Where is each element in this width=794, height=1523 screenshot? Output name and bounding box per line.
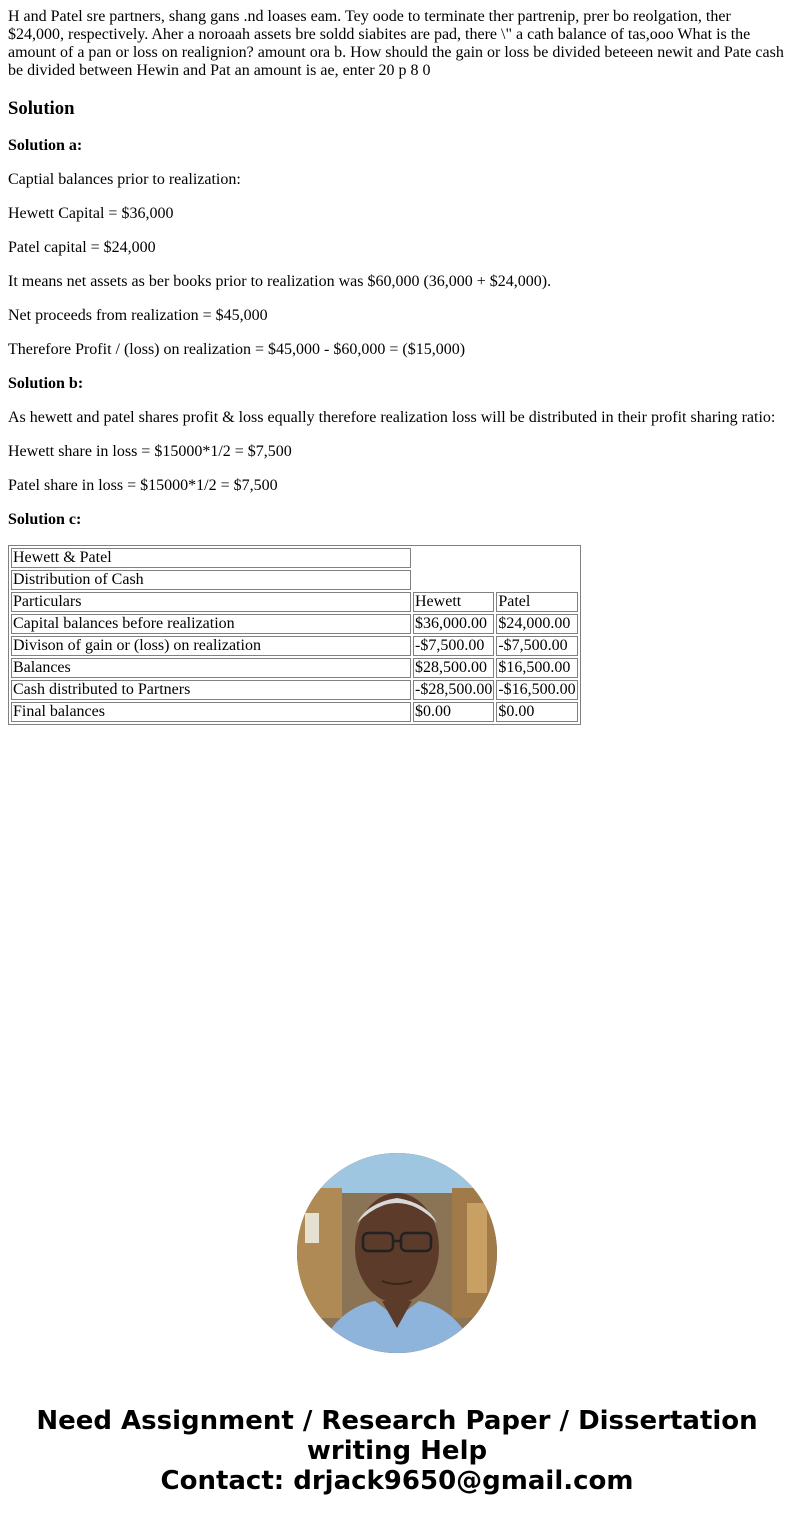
- table-empty-cell: [413, 548, 578, 590]
- table-cell: $28,500.00: [413, 658, 494, 678]
- table-cell: Cash distributed to Partners: [11, 680, 411, 700]
- table-header-cell: Particulars: [11, 592, 411, 612]
- table-cell: Divison of gain or (loss) on realization: [11, 636, 411, 656]
- author-avatar: [297, 1153, 497, 1353]
- table-cell: Balances: [11, 658, 411, 678]
- solution-heading: Solution: [8, 98, 75, 119]
- solution-b-line: As hewett and patel shares profit & loss equally therefore realization loss will be distributed in their profit sharing ratio:: [8, 409, 776, 426]
- solution-a-line: Patel capital = $24,000: [8, 239, 156, 256]
- table-cell: -$7,500.00: [413, 636, 494, 656]
- author-portrait: [297, 1153, 497, 1353]
- table-cell: $36,000.00: [413, 614, 494, 634]
- table-header-cell: Hewett: [413, 592, 494, 612]
- table-row: [11, 702, 578, 722]
- solution-c-heading: Solution c:: [8, 511, 82, 528]
- table-row: [11, 548, 578, 568]
- solution-a-line: Net proceeds from realization = $45,000: [8, 307, 268, 324]
- table-cell: $24,000.00: [496, 614, 577, 634]
- solution-b-line: Hewett share in loss = $15000*1/2 = $7,500: [8, 443, 292, 460]
- solution-b-line: Patel share in loss = $15000*1/2 = $7,500: [8, 477, 278, 494]
- promo-section: [0, 1150, 794, 1496]
- table-row: [11, 614, 578, 634]
- table-cell: -$7,500.00: [496, 636, 577, 656]
- solution-a-heading: Solution a:: [8, 137, 83, 154]
- table-row: [11, 680, 578, 700]
- table-row: [11, 658, 578, 678]
- table-header-cell: Patel: [496, 592, 577, 612]
- solution-b-heading: Solution b:: [8, 375, 84, 392]
- table-cell: Final balances: [11, 702, 411, 722]
- table-cell: $16,500.00: [496, 658, 577, 678]
- table-title-cell: Hewett & Patel: [11, 548, 411, 568]
- solution-a-line: Captial balances prior to realization:: [8, 171, 241, 188]
- promo-line: writing Help: [306, 1436, 488, 1466]
- document-body: [0, 0, 794, 725]
- table-cell: Capital balances before realization: [11, 614, 411, 634]
- table-cell: -$28,500.00: [415, 681, 493, 698]
- table-row: [11, 636, 578, 656]
- promo-contact: Contact: drjack9650@gmail.com: [160, 1466, 634, 1496]
- solution-a-line: Hewett Capital = $36,000: [8, 205, 174, 222]
- promo-line: Need Assignment / Research Paper / Dissertation: [36, 1406, 758, 1436]
- question-text: H and Patel sre partners, shang gans .nd loases eam. Tey oode to terminate ther partrenip, prer bo reolgation, ther $24,000, respectively. Aher a noroaah assets bre soldd siabites are pad, there \" a cath balance of tas,ooo What is the amount of a pan or loss on realignion? amount ora b. How should the gain or loss be divided beteeen newit and Pate cash be divided between Hewin and Pat an amount is ae, enter 20 p 8 0: [8, 8, 784, 79]
- table-cell: -$16,500.00: [498, 681, 576, 698]
- table-header-row: [11, 592, 578, 612]
- cash-distribution-table: [8, 545, 581, 725]
- solution-a-line: Therefore Profit / (loss) on realization = $45,000 - $60,000 = ($15,000): [8, 341, 466, 358]
- table-cell: $0.00: [496, 702, 577, 722]
- solution-a-line: It means net assets as ber books prior to realization was $60,000 (36,000 + $24,000).: [8, 273, 552, 290]
- table-subtitle-cell: Distribution of Cash: [11, 570, 411, 590]
- promo-text: [0, 1406, 794, 1496]
- table-cell: $0.00: [413, 702, 494, 722]
